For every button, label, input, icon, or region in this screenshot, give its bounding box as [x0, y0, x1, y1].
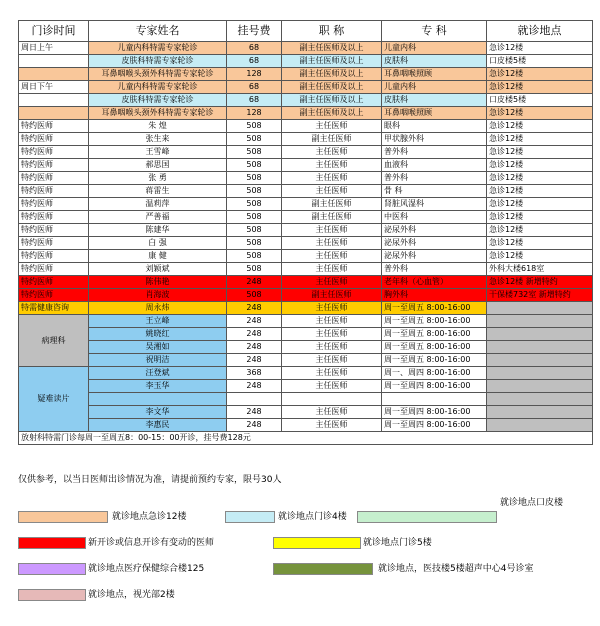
table-cell: 张生来	[89, 133, 227, 146]
table-cell: 普外科	[382, 146, 487, 159]
table-row	[19, 81, 593, 94]
table-cell: 特约医师	[19, 276, 89, 289]
table-cell: 主任医师	[282, 406, 382, 419]
table-cell: 副主任医师及以上	[282, 107, 382, 120]
table-cell: 主任医师	[282, 224, 382, 237]
table-cell: 508	[227, 250, 282, 263]
table-cell: 泌尿外科	[382, 224, 487, 237]
legend-swatch	[18, 537, 86, 549]
table-cell: 周日上午	[19, 42, 89, 55]
table-cell: 汪登斌	[89, 367, 227, 380]
table-cell: 副主任医师	[282, 211, 382, 224]
table-cell: 特约医师	[19, 185, 89, 198]
table-cell: 刘颖斌	[89, 263, 227, 276]
table-cell: 副主任医师及以上	[282, 42, 382, 55]
table-cell	[487, 328, 593, 341]
table-cell: 急诊12楼	[487, 159, 593, 172]
table-cell	[487, 419, 593, 432]
table-cell: 急诊12楼	[487, 185, 593, 198]
table-cell: 耳鼻咽喉头颈外科特需专家轮诊	[89, 107, 227, 120]
header-dept: 专 科	[382, 21, 487, 42]
table-row	[19, 172, 593, 185]
table-cell: 主任医师	[282, 120, 382, 133]
table-cell: 特约医师	[19, 133, 89, 146]
table-cell: 特约医师	[19, 146, 89, 159]
table-cell: 血液科	[382, 159, 487, 172]
table-cell: 248	[227, 419, 282, 432]
table-row	[19, 146, 593, 159]
pathology-row	[19, 315, 593, 328]
table-cell: 特约医师	[19, 237, 89, 250]
header-time: 门诊时间	[19, 21, 89, 42]
table-cell: 急诊12楼	[487, 224, 593, 237]
table-cell	[487, 341, 593, 354]
table-cell: 儿童内科	[382, 42, 487, 55]
legend-swatch	[273, 563, 373, 575]
table-cell: 急诊12楼	[487, 133, 593, 146]
table-cell: 周一至周四 8:00-16:00	[382, 380, 487, 393]
table-cell: 508	[227, 289, 282, 302]
table-cell: 主任医师	[282, 250, 382, 263]
table-cell: 急诊12楼	[487, 81, 593, 94]
table-row	[19, 211, 593, 224]
table-cell: 副主任医师及以上	[282, 94, 382, 107]
table-cell: 吴湘如	[89, 341, 227, 354]
table-cell: 主任医师	[282, 315, 382, 328]
difficult-row	[19, 393, 593, 406]
table-cell: 儿童内科	[382, 81, 487, 94]
table-cell: 急诊12楼	[487, 146, 593, 159]
table-cell: 急诊12楼 新增特约	[487, 276, 593, 289]
note-text: 仅供参考，以当日医师出诊情况为准，请提前预约专家，限号30人	[18, 475, 282, 485]
table-cell: 郝思国	[89, 159, 227, 172]
table-cell	[487, 302, 593, 315]
table-cell: 李玉华	[89, 380, 227, 393]
table-cell: 508	[227, 224, 282, 237]
legend-label: 就诊地点，医技楼5楼超声中心4号诊室	[378, 564, 534, 574]
table-cell: 周一至周四 8:00-16:00	[382, 406, 487, 419]
table-cell: 508	[227, 211, 282, 224]
legend-swatch	[18, 563, 86, 575]
table-cell: 主任医师	[282, 419, 382, 432]
table-cell: 508	[227, 172, 282, 185]
table-cell: 急诊12楼	[487, 42, 593, 55]
table-cell: 急诊12楼	[487, 68, 593, 81]
schedule-table	[18, 20, 593, 445]
footer-row	[19, 432, 593, 445]
table-cell: 特约医师	[19, 289, 89, 302]
table-cell: 蒋雷生	[89, 185, 227, 198]
table-row	[19, 107, 593, 120]
table-cell: 陈伟艳	[89, 276, 227, 289]
table-cell: 骨 科	[382, 185, 487, 198]
table-cell: 508	[227, 133, 282, 146]
pathology-row	[19, 341, 593, 354]
table-row	[19, 263, 593, 276]
table-cell: 甲状腺外科	[382, 133, 487, 146]
table-cell: 128	[227, 107, 282, 120]
table-cell: 副主任医师	[282, 289, 382, 302]
difficult-row	[19, 380, 593, 393]
table-cell: 508	[227, 120, 282, 133]
table-cell: 248	[227, 354, 282, 367]
table-cell: 68	[227, 94, 282, 107]
table-cell: 368	[227, 367, 282, 380]
table-cell: 李惠民	[89, 419, 227, 432]
table-cell: 128	[227, 68, 282, 81]
table-cell: 周一至周五 8:00-16:00	[382, 341, 487, 354]
difficult-row	[19, 406, 593, 419]
table-cell: 主任医师	[282, 172, 382, 185]
table-row	[19, 198, 593, 211]
table-cell: 眼科	[382, 120, 487, 133]
table-cell: 康 健	[89, 250, 227, 263]
table-cell: 急诊12楼	[487, 172, 593, 185]
table-cell: 肖海波	[89, 289, 227, 302]
header-location: 就诊地点	[487, 21, 593, 42]
table-row	[19, 289, 593, 302]
legend-label: 就诊地点急诊12楼	[112, 512, 187, 522]
table-cell: 特约医师	[19, 120, 89, 133]
table-cell	[487, 315, 593, 328]
table-cell: 周日下午	[19, 81, 89, 94]
table-row	[19, 276, 593, 289]
difficult-row	[19, 419, 593, 432]
table-cell: 主任医师	[282, 185, 382, 198]
table-cell	[19, 107, 89, 120]
header-title: 职 称	[282, 21, 382, 42]
table-cell: 248	[227, 276, 282, 289]
table-cell: 陈建华	[89, 224, 227, 237]
legend-label: 就诊地点门诊4楼	[278, 512, 347, 522]
table-cell: 王雪峰	[89, 146, 227, 159]
table-cell: 周一至周五 8:00-16:00	[382, 315, 487, 328]
table-cell: 口皮楼5楼	[487, 94, 593, 107]
table-row	[19, 120, 593, 133]
table-cell: 皮肤科特需专家轮诊	[89, 94, 227, 107]
legend-label: 就诊地点，视光部2楼	[88, 590, 175, 600]
table-cell: 248	[227, 328, 282, 341]
legend-label: 新开诊或信息开诊有变动的医师	[88, 538, 215, 548]
pathology-row	[19, 354, 593, 367]
table-cell: 白 强	[89, 237, 227, 250]
table-cell: 张 勇	[89, 172, 227, 185]
header-row	[19, 21, 593, 42]
pathology-label: 病理科	[19, 315, 89, 367]
table-cell: 主任医师	[282, 302, 382, 315]
table-cell	[382, 393, 487, 406]
table-cell: 主任医师	[282, 276, 382, 289]
table-cell: 508	[227, 198, 282, 211]
table-row	[19, 185, 593, 198]
table-cell	[227, 393, 282, 406]
table-cell: 干保楼732室 新增特约	[487, 289, 593, 302]
table-cell: 主任医师	[282, 367, 382, 380]
table-row	[19, 55, 593, 68]
table-cell: 严善福	[89, 211, 227, 224]
table-cell: 508	[227, 159, 282, 172]
table-cell: 泌尿外科	[382, 250, 487, 263]
table-row	[19, 133, 593, 146]
table-cell: 主任医师	[282, 328, 382, 341]
table-cell: 主任医师	[282, 146, 382, 159]
table-cell: 副主任医师	[282, 198, 382, 211]
table-cell: 皮肤科	[382, 55, 487, 68]
table-cell: 主任医师	[282, 159, 382, 172]
table-cell: 副主任医师及以上	[282, 68, 382, 81]
table-cell: 248	[227, 341, 282, 354]
pathology-row	[19, 328, 593, 341]
table-cell: 中医科	[382, 211, 487, 224]
table-cell: 外科大楼618室	[487, 263, 593, 276]
table-cell: 特约医师	[19, 159, 89, 172]
table-cell	[19, 55, 89, 68]
legend-swatch	[357, 511, 497, 523]
table-cell: 皮肤科	[382, 94, 487, 107]
table-cell: 特约医师	[19, 263, 89, 276]
table-cell: 口皮楼5楼	[487, 55, 593, 68]
table-cell: 温莉萍	[89, 198, 227, 211]
table-cell: 急诊12楼	[487, 237, 593, 250]
table-row	[19, 94, 593, 107]
table-cell	[487, 406, 593, 419]
table-cell: 急诊12楼	[487, 198, 593, 211]
table-row	[19, 224, 593, 237]
table-cell: 急诊12楼	[487, 211, 593, 224]
table-cell: 主任医师	[282, 263, 382, 276]
table-cell: 主任医师	[282, 341, 382, 354]
table-cell: 老年科（心血管）	[382, 276, 487, 289]
difficult-row	[19, 367, 593, 380]
table-cell: 68	[227, 42, 282, 55]
table-cell: 特约医师	[19, 172, 89, 185]
table-cell	[19, 94, 89, 107]
table-cell: 急诊12楼	[487, 250, 593, 263]
table-cell	[19, 68, 89, 81]
table-cell: 特需健康咨询	[19, 302, 89, 315]
legend-swatch	[225, 511, 275, 523]
legend-label: 就诊地点门诊5楼	[363, 538, 432, 548]
table-cell: 周永炜	[89, 302, 227, 315]
table-cell: 耳鼻咽喉照顾	[382, 107, 487, 120]
table-row	[19, 250, 593, 263]
table-cell: 泌尿外科	[382, 237, 487, 250]
table-cell: 胸外科	[382, 289, 487, 302]
table-cell: 主任医师	[282, 380, 382, 393]
table-row	[19, 237, 593, 250]
table-row	[19, 42, 593, 55]
table-cell: 普外科	[382, 263, 487, 276]
table-cell: 王立峰	[89, 315, 227, 328]
table-cell: 副主任医师及以上	[282, 81, 382, 94]
table-cell: 副主任医师	[282, 133, 382, 146]
table-cell: 508	[227, 146, 282, 159]
table-cell: 周一至周五 8:00-16:00	[382, 302, 487, 315]
table-cell: 耳鼻咽喉照顾	[382, 68, 487, 81]
header-name: 专家姓名	[89, 21, 227, 42]
table-cell: 周一至周四 8:00-16:00	[382, 419, 487, 432]
table-cell: 508	[227, 237, 282, 250]
table-cell: 248	[227, 315, 282, 328]
legend-label: 就诊地点口皮楼	[500, 498, 564, 508]
table-cell: 68	[227, 81, 282, 94]
table-cell: 急诊12楼	[487, 120, 593, 133]
table-cell: 姚晓红	[89, 328, 227, 341]
legend-label: 就诊地点医疗保健综合楼125	[88, 564, 205, 574]
table-cell: 主任医师	[282, 237, 382, 250]
table-cell: 主任医师	[282, 354, 382, 367]
table-row	[19, 68, 593, 81]
table-cell: 耳鼻咽喉头颈外科特需专家轮诊	[89, 68, 227, 81]
table-cell: 李文华	[89, 406, 227, 419]
table-cell: 周一至周五 8:00-16:00	[382, 328, 487, 341]
table-cell: 祝明洁	[89, 354, 227, 367]
table-cell: 248	[227, 302, 282, 315]
table-cell: 248	[227, 406, 282, 419]
table-cell: 朱 煌	[89, 120, 227, 133]
table-cell	[487, 380, 593, 393]
table-cell: 副主任医师及以上	[282, 55, 382, 68]
table-cell: 特约医师	[19, 211, 89, 224]
table-cell	[487, 393, 593, 406]
table-cell: 急诊12楼	[487, 107, 593, 120]
table-cell: 508	[227, 185, 282, 198]
difficult-label: 疑难读片	[19, 367, 89, 432]
legend-swatch	[273, 537, 361, 549]
consult-row	[19, 302, 593, 315]
table-cell: 普外科	[382, 172, 487, 185]
table-cell: 皮肤科特需专家轮诊	[89, 55, 227, 68]
table-cell	[89, 393, 227, 406]
legend-swatch	[18, 511, 108, 523]
table-cell: 68	[227, 55, 282, 68]
table-cell	[282, 393, 382, 406]
table-cell: 周一、周四 8:00-16:00	[382, 367, 487, 380]
table-cell: 特约医师	[19, 250, 89, 263]
table-cell: 儿童内科特需专家轮诊	[89, 42, 227, 55]
header-fee: 挂号费	[227, 21, 282, 42]
table-row	[19, 159, 593, 172]
table-cell	[487, 354, 593, 367]
table-cell: 508	[227, 263, 282, 276]
table-cell: 周一至周五 8:00-16:00	[382, 354, 487, 367]
table-cell: 特约医师	[19, 198, 89, 211]
table-cell: 特约医师	[19, 224, 89, 237]
table-cell: 肾脏风湿科	[382, 198, 487, 211]
legend-swatch	[18, 589, 86, 601]
table-cell	[487, 367, 593, 380]
footer-row-text: 放射科特需门诊每周一至周五8：00-15：00开诊，挂号费128元	[19, 432, 593, 445]
table-cell: 248	[227, 380, 282, 393]
table-cell: 儿童内科特需专家轮诊	[89, 81, 227, 94]
